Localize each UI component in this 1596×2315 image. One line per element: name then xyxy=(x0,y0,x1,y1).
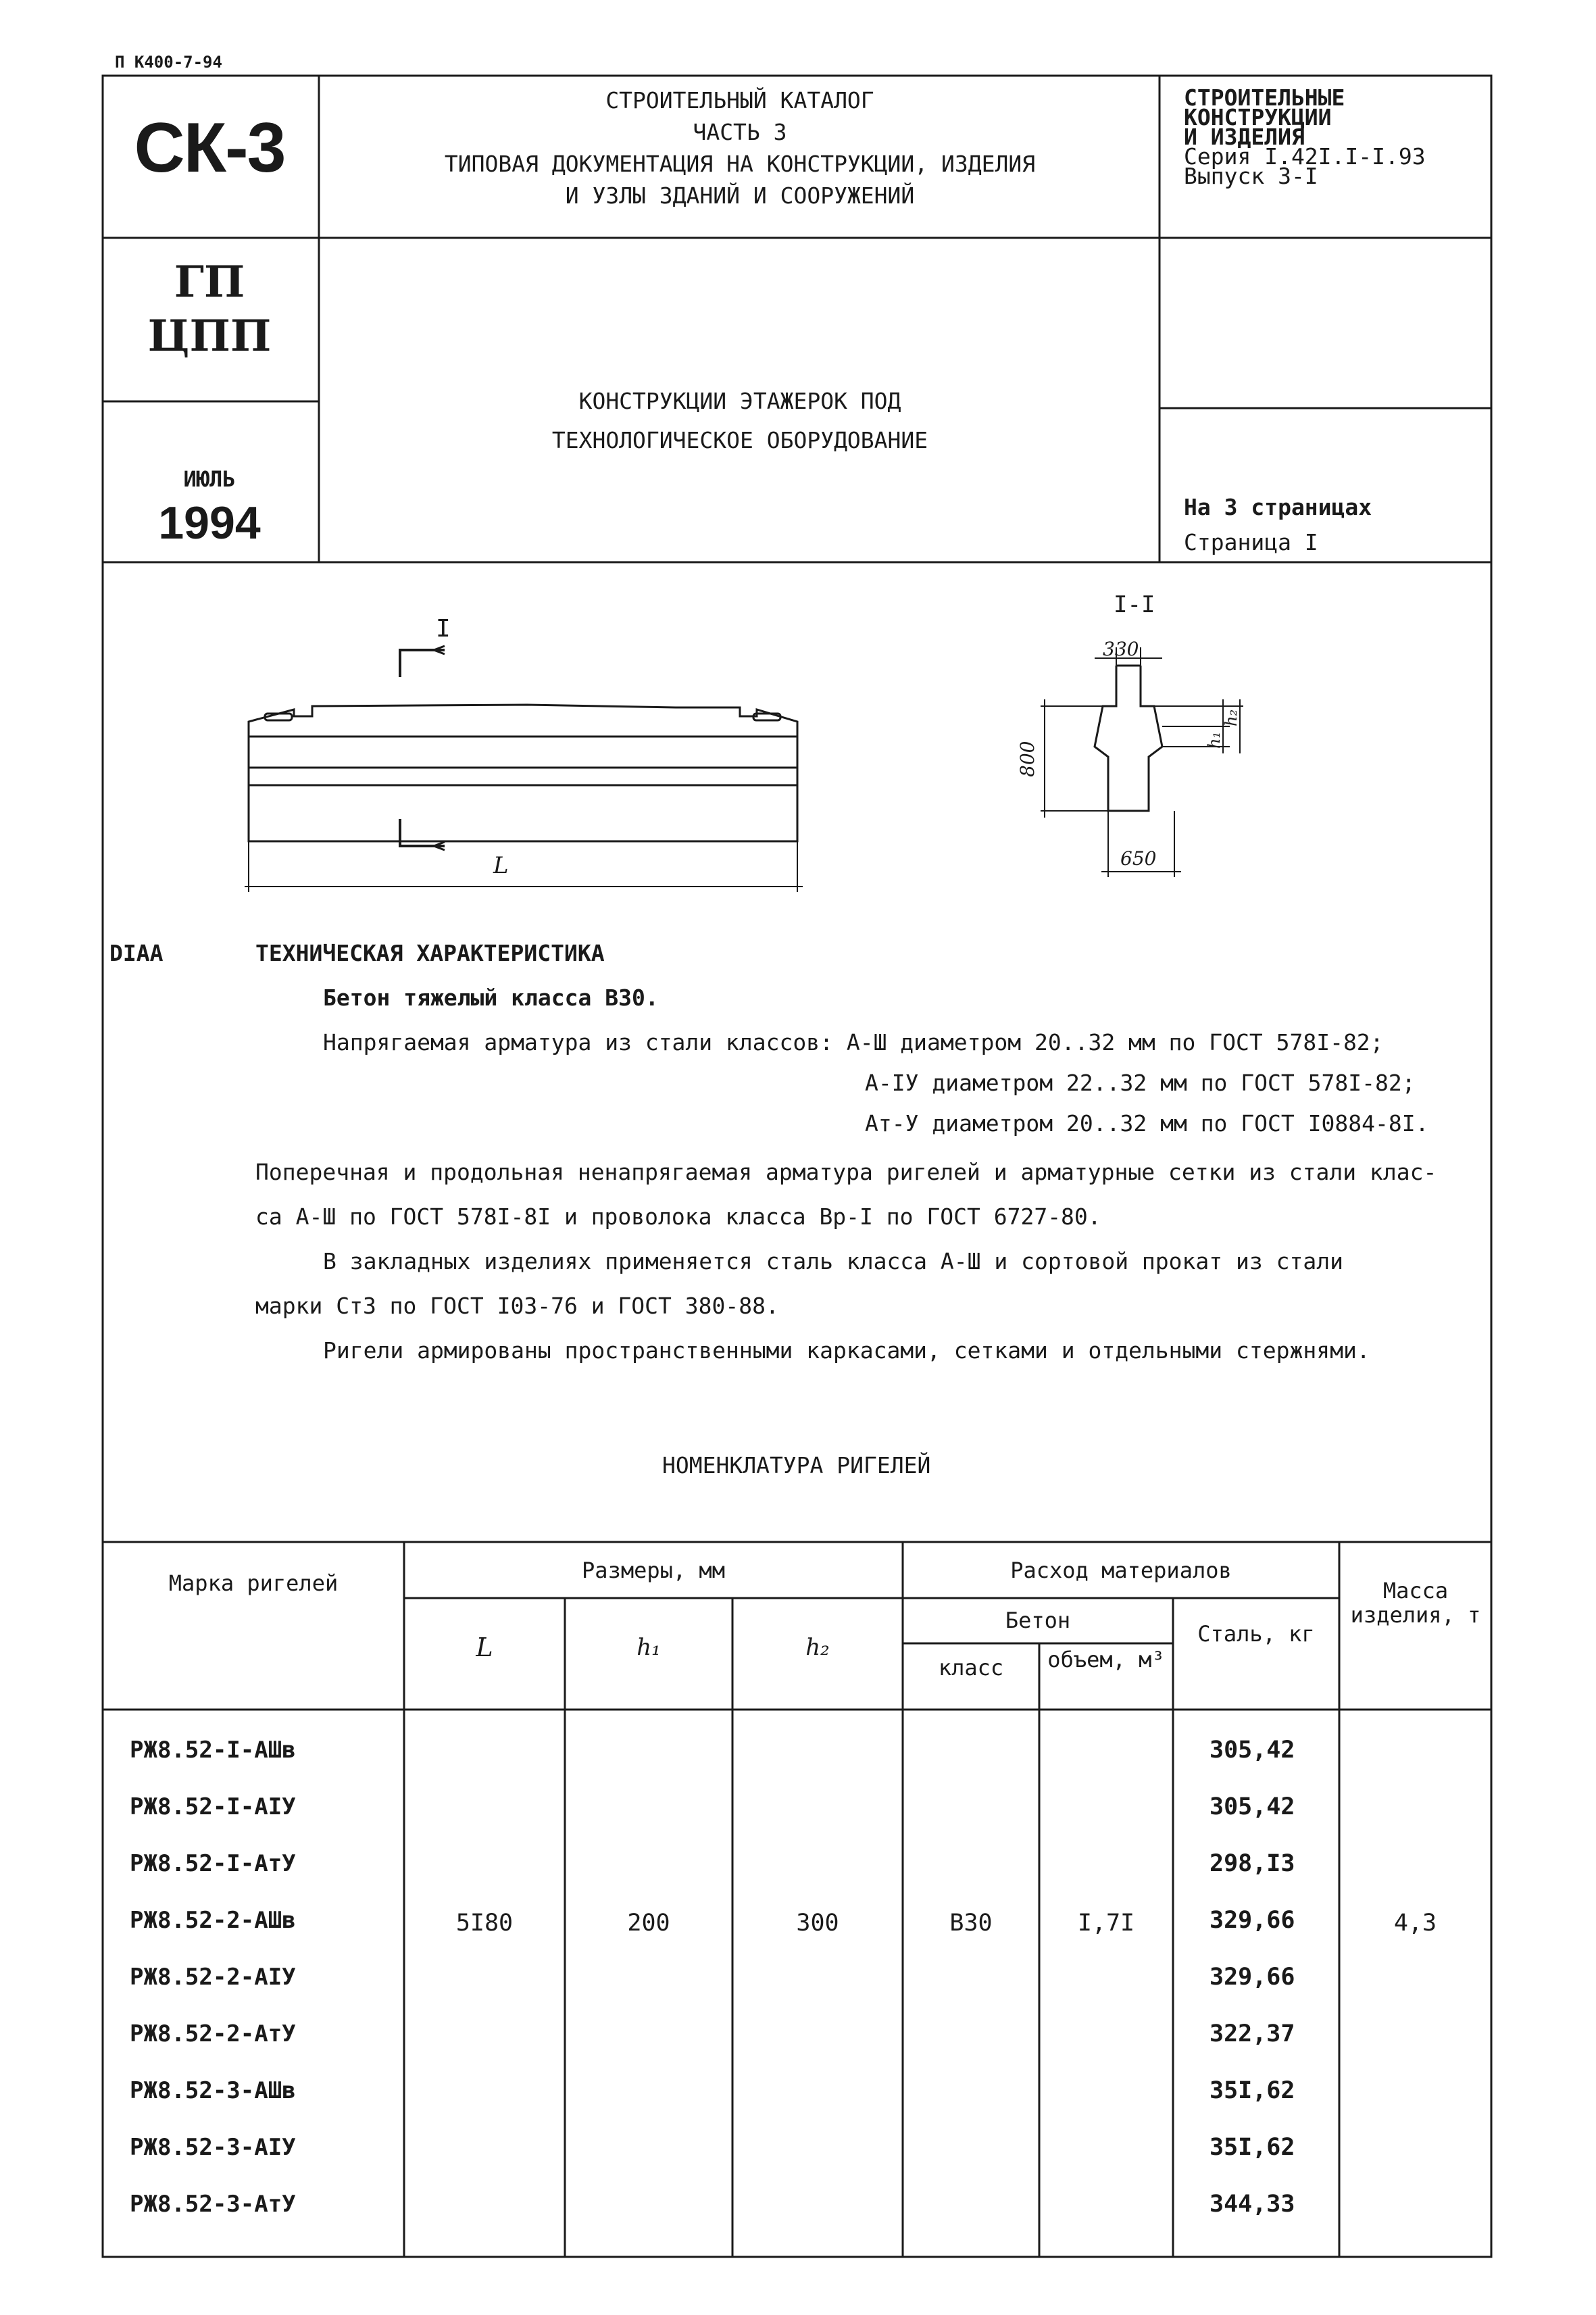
issue-month: ИЮЛЬ xyxy=(183,466,236,492)
side-code: DIAA xyxy=(109,940,164,966)
cell-length: 5I80 xyxy=(455,1910,514,1937)
tech-line-1: Бетон тяжелый класса В30. xyxy=(323,985,659,1011)
col-header-steel: Сталь, кг xyxy=(1197,1621,1315,1647)
tech-line-9: Ригели армированы пространственными каркасами, сетками и отдельными стержнями. xyxy=(323,1337,1370,1364)
issue-number: Выпуск 3-I xyxy=(1184,163,1318,189)
series-line-2: КОНСТРУКЦИИ xyxy=(1184,104,1332,130)
tech-line-7: В закладных изделиях применяется сталь класса А-Ш и сортовой прокат из стали xyxy=(323,1248,1343,1274)
tech-heading: ТЕХНИЧЕСКАЯ ХАРАКТЕРИСТИКА xyxy=(255,940,605,966)
issue-year: 1994 xyxy=(158,497,261,549)
table-row-mark: РЖ8.52-3-АШв xyxy=(130,2077,296,2104)
dim-height: 800 xyxy=(1016,741,1039,777)
table-row-steel: 35I,62 xyxy=(1210,2134,1295,2161)
dim-bottom-width: 650 xyxy=(1120,847,1157,870)
table-row-mark: РЖ8.52-3-АIУ xyxy=(130,2134,296,2161)
col-header-volume: объем, м³ xyxy=(1047,1647,1165,1672)
table-row-steel: 305,42 xyxy=(1210,1793,1295,1820)
nomenclature-title: НОМЕНКЛАТУРА РИГЕЛЕЙ xyxy=(662,1452,931,1478)
series-line-3: И ИЗДЕЛИЯ xyxy=(1184,124,1305,150)
table-row-mark: РЖ8.52-2-АIУ xyxy=(130,1964,296,1991)
cell-mass: 4,3 xyxy=(1393,1910,1437,1937)
organization-line-2: ЦПП xyxy=(147,311,272,362)
tech-line-concrete xyxy=(323,976,659,1020)
section-mark-label: I xyxy=(436,615,451,643)
tech-line-6: са А-Ш по ГОСТ 578I-8I и проволока класса Вр-I по ГОСТ 6727-80. xyxy=(255,1203,1101,1230)
section-title: I-I xyxy=(1114,591,1155,618)
document-code: П К400-7-94 xyxy=(115,53,222,72)
col-header-concrete: Бетон xyxy=(1005,1608,1071,1633)
tech-line-2: Напрягаемая арматура из стали классов: А-Ш диаметром 20..32 мм по ГОСТ 578I-82; xyxy=(323,1029,1384,1055)
header-line-3: ТИПОВАЯ ДОКУМЕНТАЦИЯ НА КОНСТРУКЦИИ, ИЗДЕЛИЯ xyxy=(444,151,1036,177)
table-row-mark: РЖ8.52-I-АШв xyxy=(130,1737,296,1764)
section-outline xyxy=(1095,666,1162,811)
page-info xyxy=(1184,490,1372,560)
title-line-2: ТЕХНОЛОГИЧЕСКОЕ ОБОРУДОВАНИЕ xyxy=(551,427,928,453)
catalog-code: СК-3 xyxy=(134,109,285,187)
series-number: Серия I.42I.I-I.93 xyxy=(1184,143,1426,170)
beam-elevation-drawing xyxy=(230,608,824,899)
table-row-steel: 322,37 xyxy=(1210,2020,1295,2047)
table-row-steel: 298,I3 xyxy=(1210,1850,1295,1877)
col-header-h2: h₂ xyxy=(805,1634,830,1661)
table-row-steel: 35I,62 xyxy=(1210,2077,1295,2104)
table-row-steel: 305,42 xyxy=(1210,1737,1295,1764)
cell-concrete-volume: I,7I xyxy=(1077,1910,1135,1937)
table-row-mark: РЖ8.52-2-АтУ xyxy=(130,2020,296,2047)
dim-h1: h₁ xyxy=(1205,731,1224,749)
table-row-steel: 344,33 xyxy=(1210,2191,1295,2218)
table-row-mark: РЖ8.52-3-АтУ xyxy=(130,2191,296,2218)
page-count: На 3 страницах xyxy=(1184,494,1372,520)
col-header-h1: h₁ xyxy=(637,1634,661,1661)
dim-h2: h₂ xyxy=(1222,709,1241,726)
tech-line-3: А-IУ диаметром 22..32 мм по ГОСТ 578I-82; xyxy=(865,1070,1416,1096)
tech-line-5: Поперечная и продольная ненапрягаемая арматура ригелей и арматурные сетки из стали клас- xyxy=(255,1159,1437,1185)
tech-line-4: Ат-У диаметром 20..32 мм по ГОСТ I0884-8I. xyxy=(865,1110,1429,1137)
series-info xyxy=(1184,84,1481,189)
col-header-L: L xyxy=(476,1633,493,1662)
cell-concrete-class: В30 xyxy=(949,1910,993,1937)
col-header-mark: Марка ригелей xyxy=(168,1570,339,1596)
table-row-mark: РЖ8.52-I-АIУ xyxy=(130,1793,296,1820)
table-row-steel: 329,66 xyxy=(1210,1907,1295,1934)
col-header-materials: Расход материалов xyxy=(1010,1558,1232,1583)
header-line-2: ЧАСТЬ 3 xyxy=(693,119,787,145)
col-header-mass: Масса изделия, т xyxy=(1350,1578,1481,1628)
table-row-mark: РЖ8.52-2-АШв xyxy=(130,1907,296,1934)
title-line-1: КОНСТРУКЦИИ ЭТАЖЕРОК ПОД xyxy=(578,388,901,414)
dim-top-width: 330 xyxy=(1103,638,1139,660)
catalog-header xyxy=(324,84,1155,211)
header-line-4: И УЗЛЫ ЗДАНИЙ И СООРУЖЕНИЙ xyxy=(565,182,915,209)
series-line-1: СТРОИТЕЛЬНЫЕ xyxy=(1184,84,1345,111)
page-number: Страница I xyxy=(1184,529,1318,555)
document-title xyxy=(324,382,1155,460)
beam-outline xyxy=(249,705,797,841)
length-label: L xyxy=(493,852,509,879)
header-line-1: СТРОИТЕЛЬНЫЙ КАТАЛОГ xyxy=(605,87,874,114)
cell-h1: 200 xyxy=(627,1910,670,1937)
col-header-class: класс xyxy=(938,1655,1004,1681)
organization xyxy=(108,255,311,364)
organization-line-1: ГП xyxy=(174,257,245,307)
cell-h2: 300 xyxy=(796,1910,839,1937)
cross-section-drawing xyxy=(1000,588,1284,892)
table-row-mark: РЖ8.52-I-АтУ xyxy=(130,1850,296,1877)
table-row-steel: 329,66 xyxy=(1210,1964,1295,1991)
col-header-sizes: Размеры, мм xyxy=(582,1558,725,1583)
tech-line-8: марки Ст3 по ГОСТ I03-76 и ГОСТ 380-88. xyxy=(255,1293,779,1319)
